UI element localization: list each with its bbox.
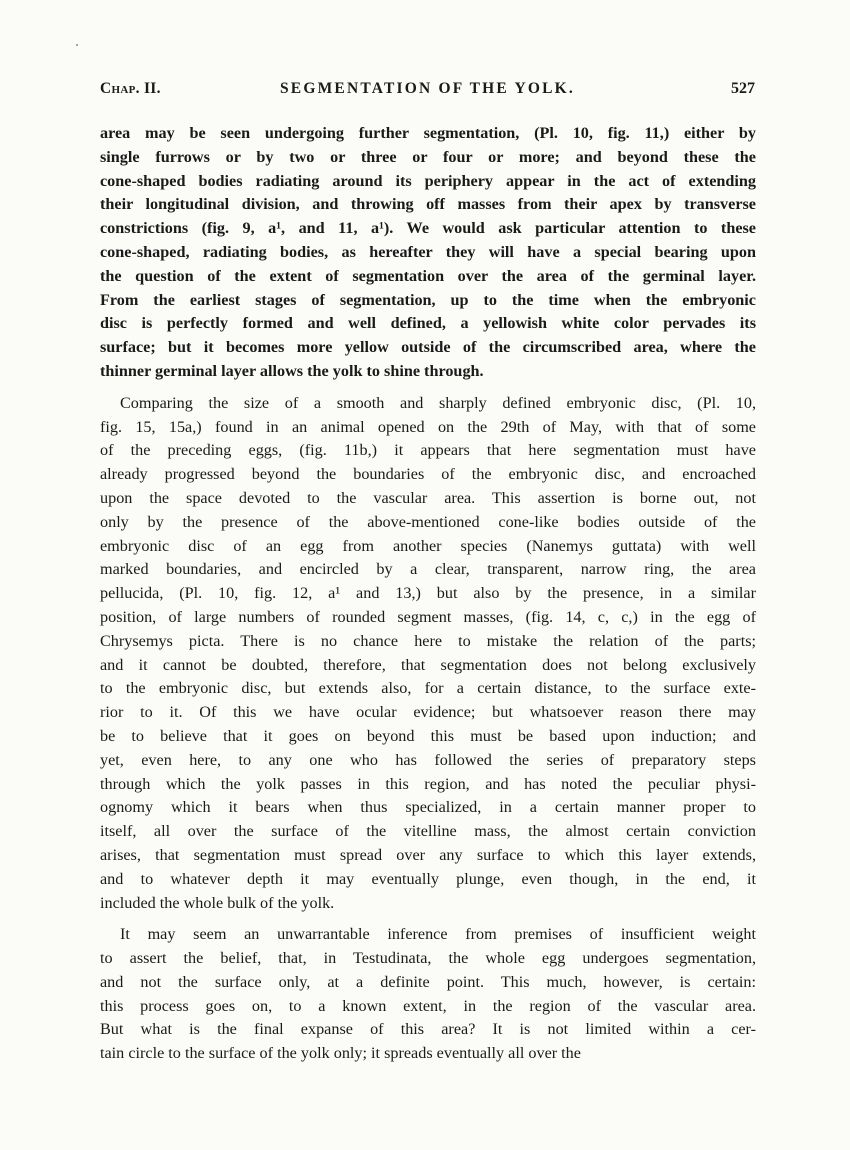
text-line: rior to it. Of this we have ocular evidence; but whatsoever reason there may (100, 703, 756, 722)
text-line: tain circle to the surface of the yolk only; it spreads eventually all over the (100, 1044, 581, 1063)
text-line: pellucida, (Pl. 10, fig. 12, a¹ and 13,) but also by the presence, in a similar (100, 584, 756, 603)
text-line: to the embryonic disc, but extends also, for a certain distance, to the surface exte- (100, 679, 756, 698)
text-line: and it cannot be doubted, therefore, that segmentation does not belong exclusively (100, 655, 756, 674)
text-line: through which the yolk passes in this region, and has noted the peculiar physi- (100, 774, 756, 793)
text-line: ognomy which it bears when thus specialized, in a certain manner proper to (100, 798, 756, 817)
text-line: included the whole bulk of the yolk. (100, 893, 335, 912)
text-line: embryonic disc of an egg from another species (Nanemys guttata) with well (100, 536, 756, 555)
text-line: cone-shaped bodies radiating around its periphery appear in the act of extending (100, 171, 756, 190)
page-number: 527 (731, 80, 755, 97)
text-line: yet, even here, to any one who has followed the series of preparatory steps (100, 750, 756, 769)
text-line: single furrows or by two or three or four or more; and beyond these the (100, 147, 756, 166)
text-line: only by the presence of the above-mentioned cone-like bodies outside of the (100, 512, 756, 531)
text-line: fig. 15, 15a,) found in an animal opened on the 29th of May, with that of some (100, 417, 756, 436)
text-line: itself, all over the surface of the vitelline mass, the almost certain conviction (100, 822, 756, 841)
text-line: their longitudinal division, and throwing off masses from their apex by transverse (100, 195, 756, 214)
text-line: disc is perfectly formed and well defined, a yellowish white color pervades its (100, 314, 756, 333)
paragraph (100, 392, 756, 916)
text-line: be to believe that it goes on beyond this must be based upon induction; and (100, 726, 756, 745)
text-line: marked boundaries, and encircled by a clear, transparent, narrow ring, the area (100, 560, 756, 579)
text-line: constrictions (fig. 9, a¹, and 11, a¹). We would ask particular attention to these (100, 219, 756, 238)
text-line: Chrysemys picta. There is no chance here to mistake the relation of the parts; (100, 631, 756, 650)
text-line: this process goes on, to a known extent, in the region of the vascular area. (100, 996, 756, 1015)
paragraph-gap (100, 384, 756, 392)
running-head (100, 80, 755, 102)
text-line: of the preceding eggs, (fig. 11b,) it appears that here segmentation must have (100, 441, 756, 460)
text-line: But what is the final expanse of this area? It is not limited within a cer- (100, 1020, 756, 1039)
text-line: thinner germinal layer allows the yolk to shine through. (100, 361, 484, 380)
paragraph-gap (100, 915, 756, 923)
text-line: already progressed beyond the boundaries of the embryonic disc, and encroached (100, 465, 756, 484)
text-line: It may seem an unwarrantable inference from premises of insufficient weight (120, 925, 756, 944)
print-speck (76, 44, 78, 46)
text-line: the question of the extent of segmentation over the area of the germinal layer. (100, 266, 756, 285)
chapter-label: Chap. II. (100, 80, 161, 97)
text-line: to assert the belief, that, in Testudinata, the whole egg undergoes segmentation, (100, 949, 756, 968)
section-title: SEGMENTATION OF THE YOLK. (279, 80, 575, 97)
text-line: cone-shaped, radiating bodies, as hereafter they will have a special bearing upon (100, 242, 756, 261)
text-line: Comparing the size of a smooth and sharply defined embryonic disc, (Pl. 10, (120, 393, 756, 412)
text-line: and not the surface only, at a definite point. This much, however, is certain: (100, 972, 756, 991)
text-line: From the earliest stages of segmentation, up to the time when the embryonic (100, 290, 756, 309)
text-line: and to whatever depth it may eventually plunge, even though, in the end, it (100, 869, 756, 888)
paragraph (100, 122, 756, 384)
text-line: surface; but it becomes more yellow outside of the circumscribed area, where the (100, 338, 756, 357)
text-line: position, of large numbers of rounded segment masses, (fig. 14, c, c,) in the egg of (100, 607, 756, 626)
text-line: area may be seen undergoing further segmentation, (Pl. 10, fig. 11,) either by (100, 124, 756, 142)
paragraph (100, 923, 756, 1066)
text-line: arises, that segmentation must spread over any surface to which this layer extends, (100, 845, 756, 864)
text-line: upon the space devoted to the vascular area. This assertion is borne out, not (100, 488, 756, 507)
body-text (100, 122, 756, 1066)
